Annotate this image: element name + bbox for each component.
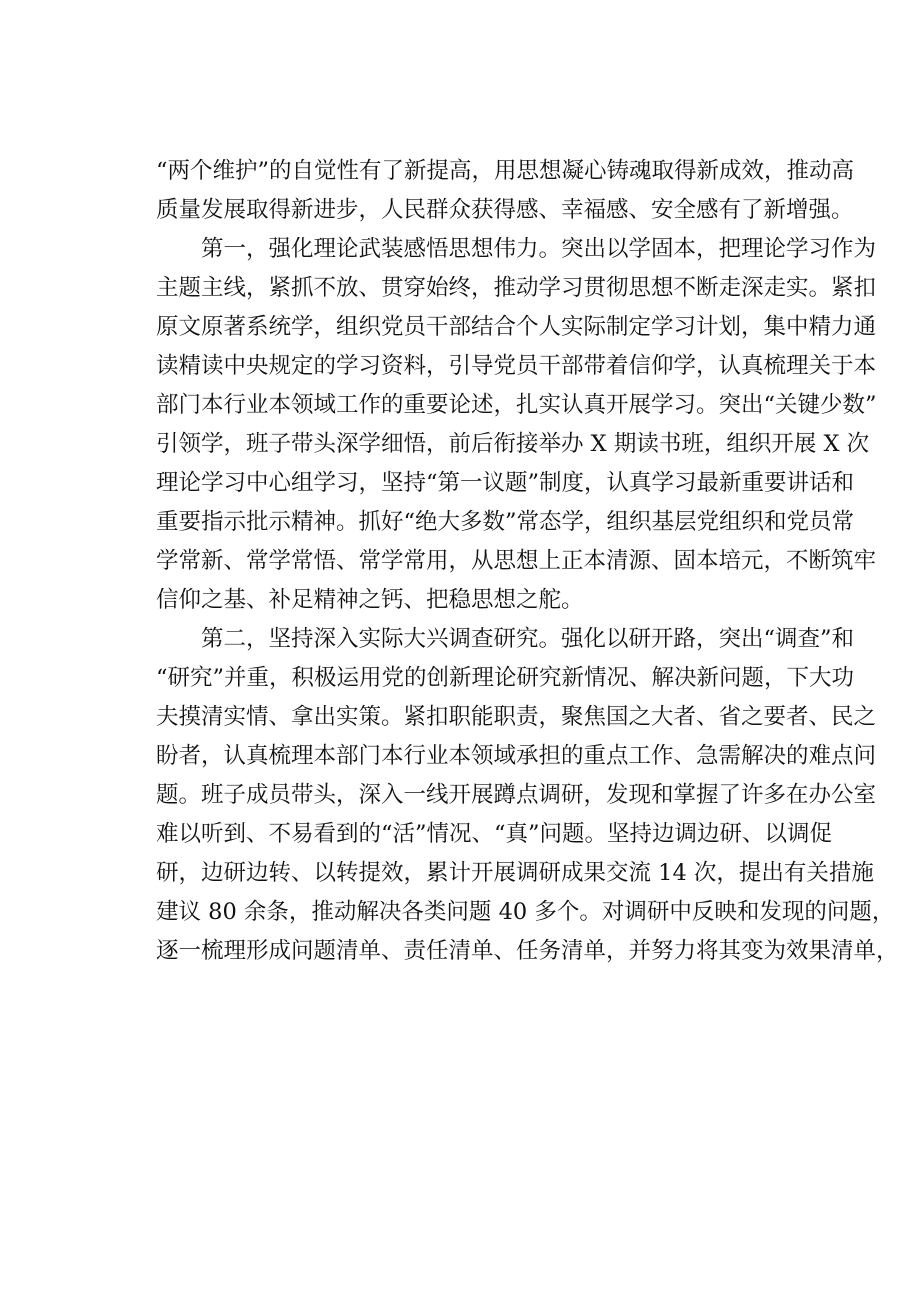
paragraph-point-1: [156, 230, 877, 620]
text-line: 部门本行业本领域工作的重要论述，扎实认真开展学习。突出“关键少数”: [156, 392, 877, 418]
paragraph-point-2: [156, 620, 899, 971]
text-line: 读精读中央规定的学习资料，引导党员干部带着信仰学，认真梳理关于本: [156, 353, 877, 379]
text-line: 质量发展取得新进步，人民群众获得感、幸福感、安全感有了新增强。: [156, 197, 854, 223]
text-line: 重要指示批示精神。抓好“绝大多数”常态学，组织基层党组织和党员常: [156, 509, 855, 535]
text-line: 建议 80 余条，推动解决各类问题 40 多个。对调研中反映和发现的问题，: [156, 899, 895, 925]
text-line: 学常新、常学常悟、常学常用，从思想上正本清源、固本培元，不断筑牢: [156, 548, 877, 574]
text-line: 难以听到、不易看到的“活”情况、“真”问题。坚持边调边研、以调促: [156, 821, 833, 847]
text-line: 第二，坚持深入实际大兴调查研究。强化以研开路，突出“调查”和: [156, 626, 855, 652]
text-line: 研，边研边转、以转提效，累计开展调研成果交流 14 次，提出有关措施: [156, 860, 874, 886]
text-line: 原文原著系统学，组织党员干部结合个人实际制定学习计划，集中精力通: [156, 314, 877, 340]
text-line: 第一，强化理论武装感悟思想伟力。突出以学固本，把理论学习作为: [156, 236, 877, 262]
paragraph-intro-tail: [156, 152, 855, 230]
text-line: 逐一梳理形成问题清单、责任清单、任务清单，并努力将其变为效果清单，: [156, 938, 899, 964]
text-line: “研究”并重，积极运用党的创新理论研究新情况、解决新问题，下大功: [156, 665, 855, 691]
text-line: “两个维护”的自觉性有了新提高，用思想凝心铸魂取得新成效，推动高: [156, 158, 855, 184]
text-line: 主题主线，紧抓不放、贯穿始终，推动学习贯彻思想不断走深走实。紧扣: [156, 275, 877, 301]
text-line: 盼者，认真梳理本部门本行业本领域承担的重点工作、急需解决的难点问: [156, 743, 877, 769]
text-line: 引领学，班子带头深学细悟，前后衔接举办 X 期读书班，组织开展 X 次: [156, 431, 870, 457]
text-line: 理论学习中心组学习，坚持“第一议题”制度，认真学习最新重要讲话和: [156, 470, 855, 496]
document-body: [156, 152, 899, 971]
text-line: 题。班子成员带头，深入一线开展蹲点调研，发现和掌握了许多在办公室: [156, 782, 877, 808]
text-line: 信仰之基、补足精神之钙、把稳思想之舵。: [156, 587, 584, 613]
text-line: 夫摸清实情、拿出实策。紧扣职能职责，聚焦国之大者、省之要者、民之: [156, 704, 877, 730]
